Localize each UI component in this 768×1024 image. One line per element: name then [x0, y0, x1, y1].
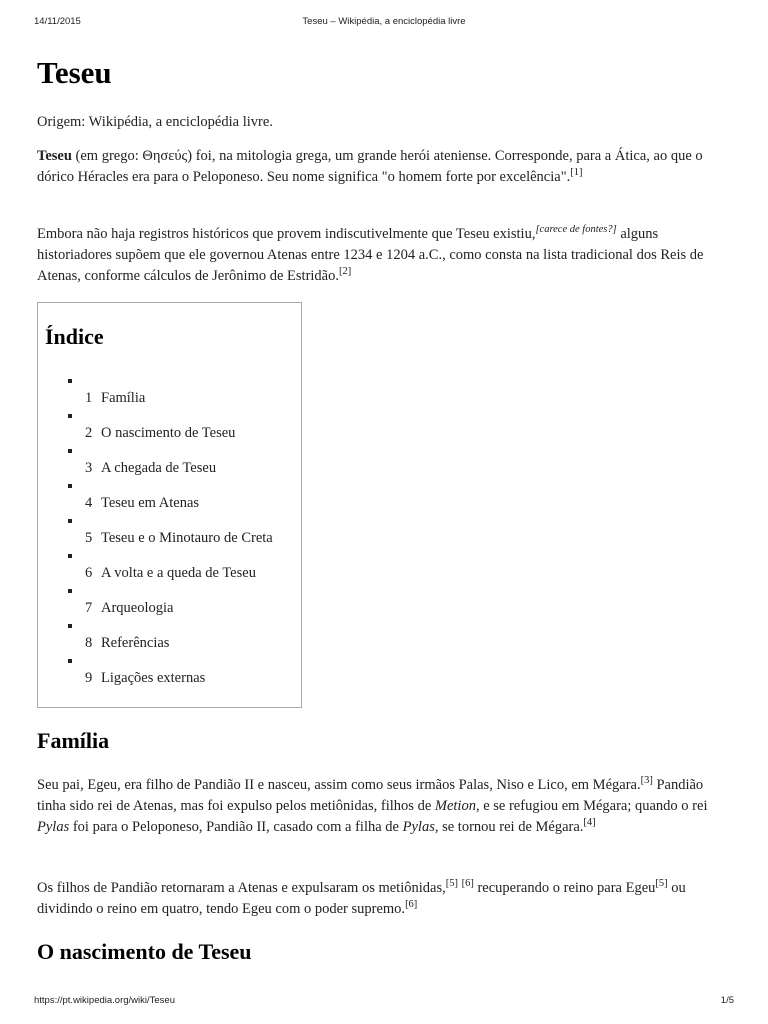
print-date: 14/11/2015: [34, 16, 81, 27]
familia-paragraph-2: [37, 878, 717, 920]
bullet-icon: [68, 589, 72, 593]
origin-line: Origem: Wikipédia, a enciclopédia livre.: [37, 114, 273, 130]
intro2-text-2: alguns historiadores supõem que ele governou Atenas entre 1234 e 1204 a.C., como consta na lista tradicional dos Reis de Atenas, conforme cálculos de Jerônimo de Estridão.: [37, 226, 704, 284]
familia-p2-text-3: ou dividindo o reino em quatro, tendo Egeu com o poder supremo.: [37, 880, 686, 917]
toc-item-number: 3: [85, 460, 93, 476]
citation-needed-link[interactable]: [carece de fontes?]: [535, 224, 617, 235]
toc-item-label[interactable]: Ligações externas: [101, 670, 206, 686]
bullet-icon: [68, 519, 72, 523]
familia-paragraph-1: [37, 775, 717, 838]
bullet-icon: [68, 379, 72, 383]
toc-item-number: 4: [85, 495, 93, 511]
familia-p1-text-5: , se tornou rei de Mégara.: [434, 819, 584, 835]
toc-item-label[interactable]: Teseu em Atenas: [101, 495, 200, 511]
toc-item-number: 7: [85, 600, 93, 616]
section-heading-nascimento: O nascimento de Teseu: [37, 939, 252, 964]
familia-p1-text-3: , e se refugiou em Mégara; quando o rei: [475, 798, 708, 814]
toc-item[interactable]: [38, 445, 300, 480]
table-of-contents: [37, 302, 302, 708]
familia-p2-text-2: recuperando o reino para Egeu: [473, 880, 656, 896]
citation-link[interactable]: [6]: [461, 878, 474, 889]
citation-link[interactable]: [5]: [445, 878, 458, 889]
section-heading-familia: Família: [37, 728, 110, 753]
toc-item-label[interactable]: A chegada de Teseu: [101, 460, 217, 476]
print-page-number: 1/5: [720, 995, 734, 1006]
metion-link[interactable]: Metion: [434, 798, 476, 814]
bullet-icon: [68, 414, 72, 418]
toc-item[interactable]: [38, 585, 300, 620]
page-title: Teseu: [37, 55, 112, 90]
familia-p1-text-4: foi para o Peloponeso, Pandião II, casado com a filha de: [69, 819, 403, 835]
toc-item[interactable]: [38, 655, 300, 690]
print-url: https://pt.wikipedia.org/wiki/Teseu: [34, 995, 175, 1006]
bullet-icon: [68, 624, 72, 628]
toc-item[interactable]: [38, 515, 300, 550]
toc-list: [38, 375, 300, 690]
intro-paragraph-2: [37, 224, 717, 287]
citation-link[interactable]: [6]: [405, 899, 418, 910]
familia-p1-text-1: Seu pai, Egeu, era filho de Pandião II e nasceu, assim como seus irmãos Palas, Niso e Lico, em Mégara.: [37, 777, 641, 793]
toc-item[interactable]: [38, 480, 300, 515]
toc-item-label[interactable]: A volta e a queda de Teseu: [101, 565, 256, 581]
toc-item-number: 9: [85, 670, 93, 686]
toc-item-number: 8: [85, 635, 93, 651]
lead-term: Teseu: [37, 148, 72, 164]
intro2-text-1: Embora não haja registros históricos que provem indiscutivelmente que Teseu existiu,: [37, 226, 536, 242]
toc-item-number: 6: [85, 565, 93, 581]
citation-link[interactable]: [4]: [583, 817, 596, 828]
bullet-icon: [68, 449, 72, 453]
toc-item-number: 2: [85, 425, 93, 441]
toc-title: Índice: [45, 324, 104, 349]
familia-p1-text-2: Pandião tinha sido rei de Atenas, mas foi expulso pelos metiônidas, filhos de: [37, 777, 704, 814]
toc-item-label[interactable]: Família: [101, 390, 146, 406]
pylas-link[interactable]: Pylas: [37, 819, 70, 835]
toc-item[interactable]: [38, 410, 300, 445]
toc-item-label[interactable]: O nascimento de Teseu: [101, 425, 236, 441]
toc-item[interactable]: [38, 550, 300, 585]
print-page-title: Teseu – Wikipédia, a enciclopédia livre: [302, 16, 466, 27]
bullet-icon: [68, 554, 72, 558]
print-footer: [0, 995, 768, 1009]
citation-link[interactable]: [1]: [570, 167, 583, 178]
toc-item-label[interactable]: Arqueologia: [101, 600, 174, 616]
pylas-link[interactable]: Pylas: [402, 819, 435, 835]
toc-item-number: 1: [85, 390, 93, 406]
toc-item[interactable]: [38, 375, 300, 410]
print-header: [0, 16, 768, 30]
citation-link[interactable]: [3]: [640, 775, 653, 786]
toc-item-number: 5: [85, 530, 93, 546]
citation-link[interactable]: [5]: [655, 878, 668, 889]
bullet-icon: [68, 484, 72, 488]
bullet-icon: [68, 659, 72, 663]
intro1-text: (em grego: Θησεύς) foi, na mitologia grega, um grande herói ateniense. Corresponde, para a Ática, ao que o dórico Héracles era para o Peloponeso. Seu nome significa "o homem forte por excelência".: [37, 148, 703, 185]
intro-paragraph-1: [37, 146, 717, 188]
toc-item-label[interactable]: Teseu e o Minotauro de Creta: [101, 530, 273, 546]
familia-p2-text-1: Os filhos de Pandião retornaram a Atenas e expulsaram os metiônidas,: [37, 880, 446, 896]
toc-item[interactable]: [38, 620, 300, 655]
toc-item-label[interactable]: Referências: [101, 635, 170, 651]
citation-link[interactable]: [2]: [339, 266, 352, 277]
